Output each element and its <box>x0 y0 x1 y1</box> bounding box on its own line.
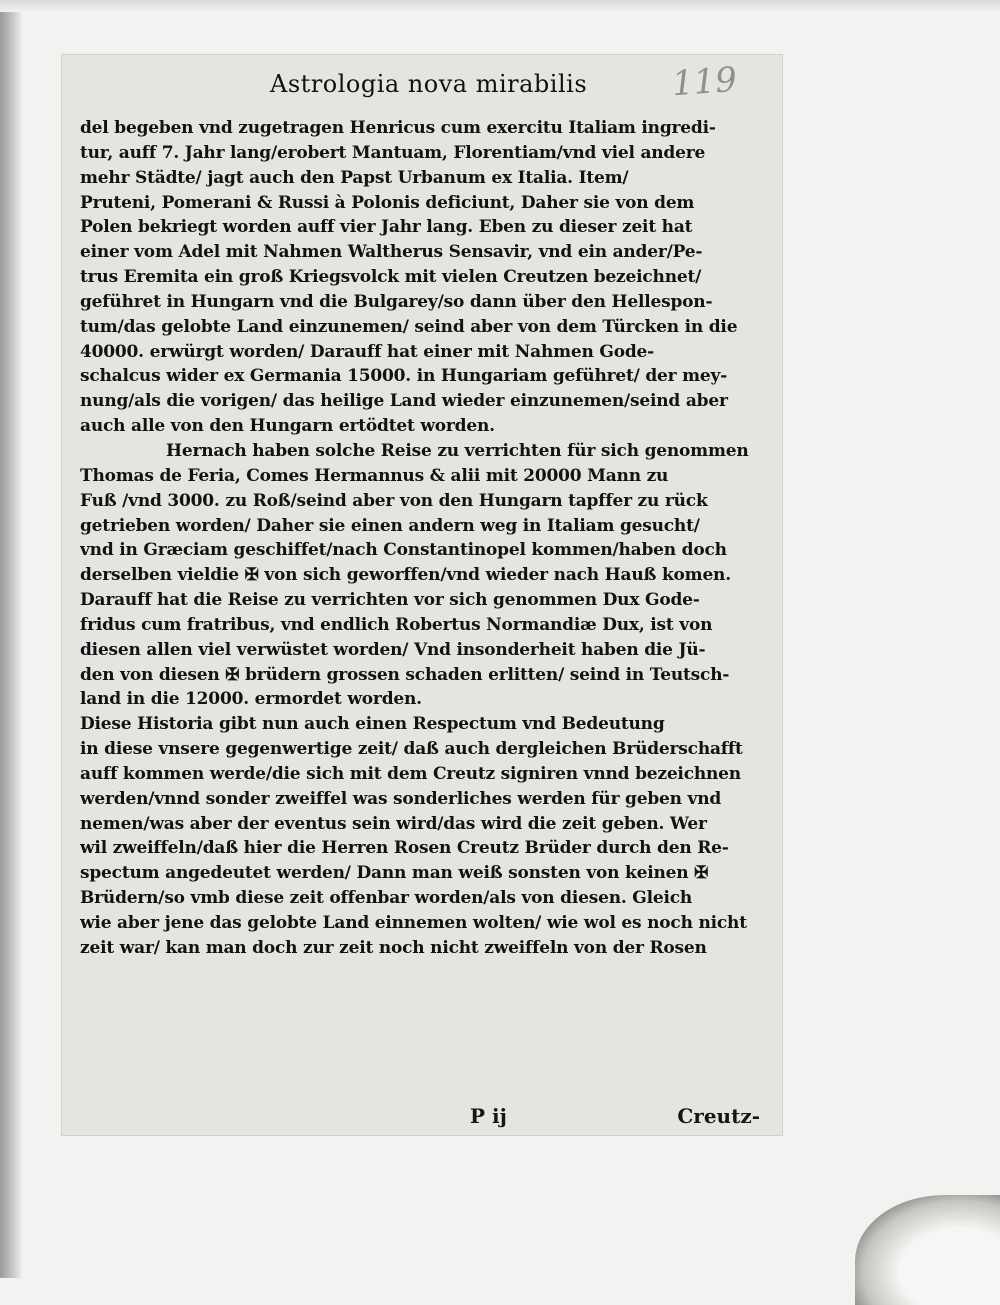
text-line: Polen bekriegt worden auff vier Jahr lang. Eben zu dieser zeit hat <box>80 217 693 238</box>
page-number: 119 <box>670 59 739 105</box>
text-line: tum/das gelobte Land einzunemen/ seind aber von dem Türcken in die <box>80 316 738 337</box>
text-line: den von diesen ✠ brüdern grossen schaden erlitten/ seind in Teutsch- <box>80 664 730 685</box>
text-line: Hernach haben solche Reise zu verrichten für sich genommen <box>166 440 749 461</box>
body-text <box>80 116 760 961</box>
text-line: Thomas de Feria, Comes Hermannus & alii mit 20000 Mann zu <box>80 465 669 486</box>
text-line: mehr Städte/ jagt auch den Papst Urbanum ex Italia. Item/ <box>80 167 629 188</box>
text-line: diesen allen viel verwüstet worden/ Vnd insonderheit haben die Jü- <box>80 639 706 660</box>
text-line: trus Eremita ein groß Kriegsvolck mit vielen Creutzen bezeichnet/ <box>80 267 702 288</box>
text-line: Fuß /vnd 3000. zu Roß/seind aber von den Hungarn tapffer zu rück <box>80 490 708 511</box>
catchword: Creutz- <box>677 1104 760 1128</box>
text-line: auch alle von den Hungarn ertödtet worden. <box>80 416 495 437</box>
text-line: nung/als die vorigen/ das heilige Land wieder einzunemen/seind aber <box>80 391 728 412</box>
text-line: in diese vnsere gegenwertige zeit/ daß auch dergleichen Brüderschafft <box>80 739 743 760</box>
text-line: geführet in Hungarn vnd die Bulgarey/so dann über den Hellespon- <box>80 291 713 312</box>
text-line: Diese Historia gibt nun auch einen Respectum vnd Bedeutung <box>80 714 665 735</box>
text-line: schalcus wider ex Germania 15000. in Hungariam geführet/ der mey- <box>80 366 728 387</box>
scan-top-edge <box>0 0 1000 12</box>
text-line: del begeben vnd zugetragen Henricus cum exercitu Italiam ingredi- <box>80 118 716 138</box>
text-line: zeit war/ kan man doch zur zeit noch nicht zweiffeln von der Rosen <box>80 937 707 958</box>
text-line: Pruteni, Pomerani & Russi à Polonis deficiunt, Daher sie von dem <box>80 192 695 213</box>
text-line: nemen/was aber der eventus sein wird/das wird die zeit geben. Wer <box>80 813 707 834</box>
running-title: Astrologia nova mirabilis <box>270 70 588 98</box>
signature-mark: P ij <box>470 1104 507 1128</box>
text-line: spectum angedeutet werden/ Dann man weiß sonsten von keinen ✠ <box>80 863 709 884</box>
page-stain <box>855 1195 1000 1305</box>
text-line: getrieben worden/ Daher sie einen andern weg in Italiam gesucht/ <box>80 515 700 536</box>
text-line: einer vom Adel mit Nahmen Waltherus Sensavir, vnd ein ander/Pe- <box>80 242 703 263</box>
text-line: wie aber jene das gelobte Land einnemen wolten/ wie wol es noch nicht <box>80 913 747 933</box>
text-line: werden/vnnd sonder zweiffel was sonderliches werden für geben vnd <box>80 788 722 809</box>
text-line: wil zweiffeln/daß hier die Herren Rosen Creutz Brüder durch den Re- <box>80 838 729 859</box>
page-footer <box>80 1104 760 1130</box>
text-line: fridus cum fratribus, vnd endlich Robertus Normandiæ Dux, ist von <box>80 614 713 635</box>
text-line: vnd in Græciam geschiffet/nach Constantinopel kommen/haben doch <box>80 540 727 561</box>
text-line: Darauff hat die Reise zu verrichten vor sich genommen Dux Gode- <box>80 590 700 611</box>
text-line: tur, auff 7. Jahr lang/erobert Mantuam, Florentiam/vnd viel andere <box>80 142 706 163</box>
text-line: auff kommen werde/die sich mit dem Creutz signiren vnnd bezeichnen <box>80 763 741 784</box>
scan-left-edge <box>0 0 22 1278</box>
text-line: land in die 12000. ermordet worden. <box>80 689 422 710</box>
text-line: Brüdern/so vmb diese zeit offenbar worden/als von diesen. Gleich <box>80 888 693 909</box>
text-line: derselben vieldie ✠ von sich geworffen/vnd wieder nach Hauß komen. <box>80 565 731 586</box>
text-line: 40000. erwürgt worden/ Darauff hat einer mit Nahmen Gode- <box>80 341 655 362</box>
